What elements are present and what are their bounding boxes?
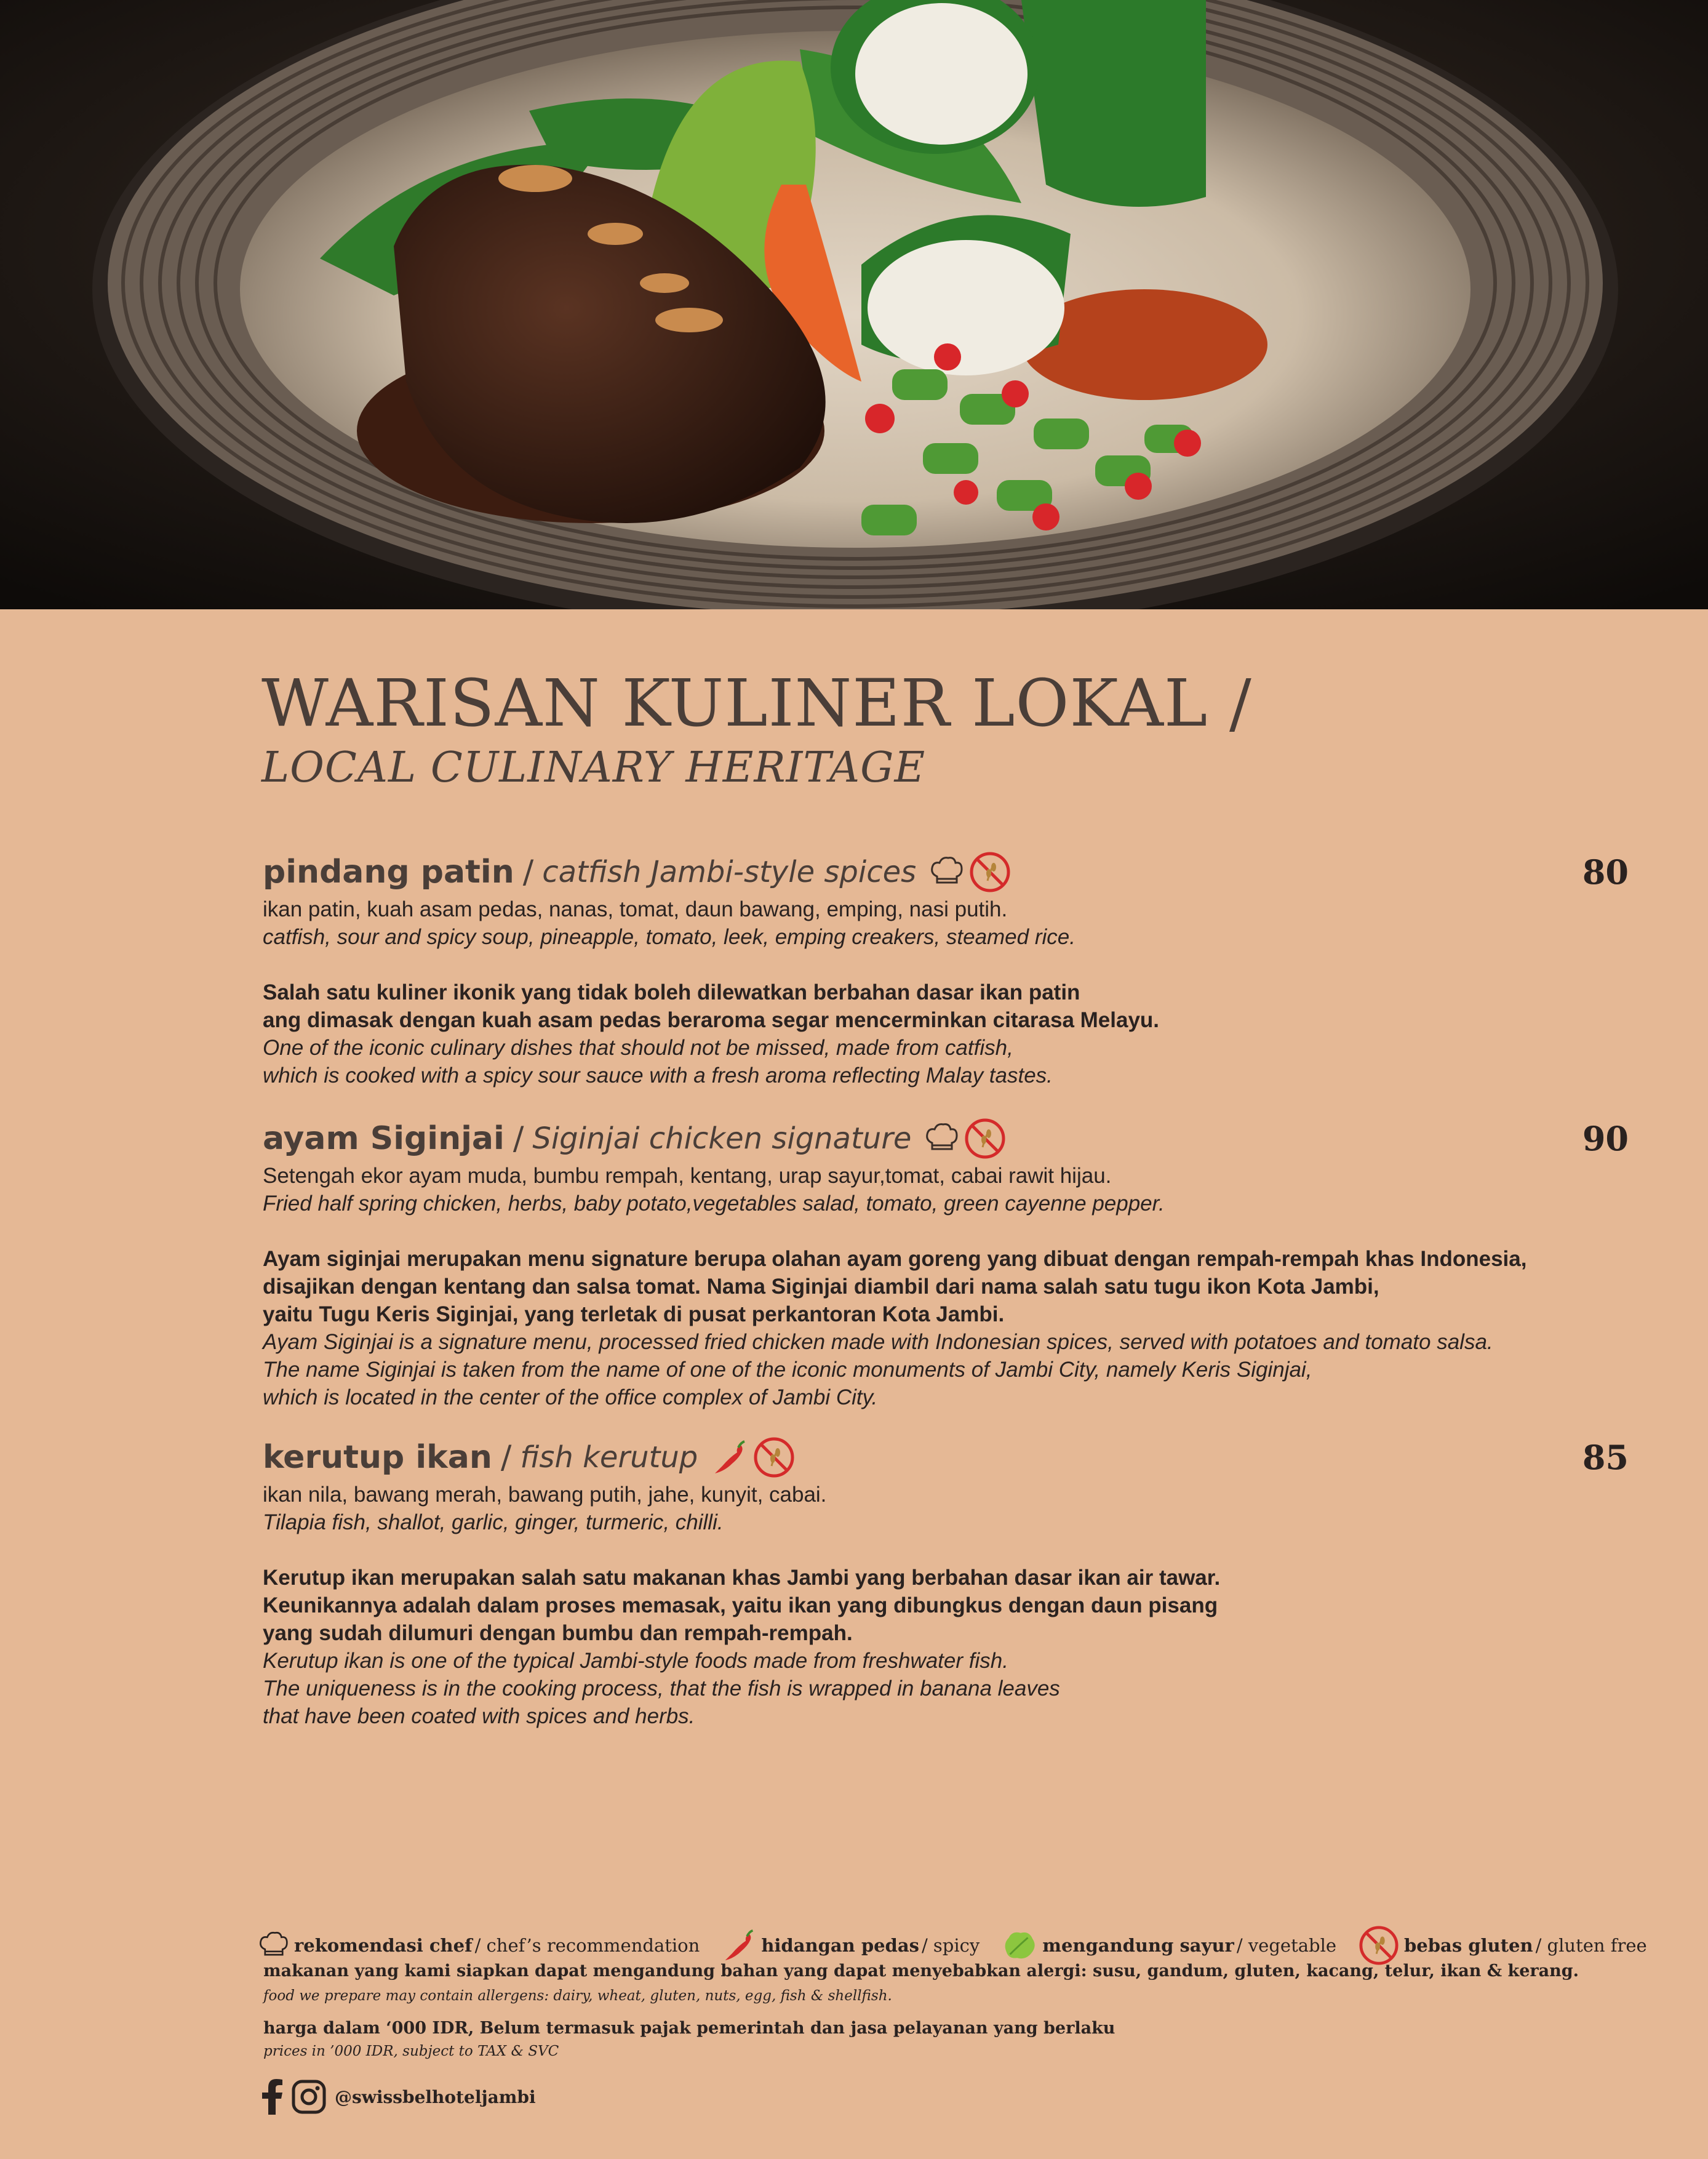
price-note-english: prices in ’000 IDR, subject to TAX & SVC — [263, 2043, 559, 2059]
gluten-free-icon — [753, 1436, 795, 1478]
legend-spicy — [722, 1928, 980, 1963]
chef-hat-icon — [925, 1122, 959, 1155]
instagram-icon[interactable] — [292, 2080, 326, 2114]
dish-name-english: catfish Jambi-style spices — [542, 855, 917, 889]
legend-label: mengandung sayur — [1042, 1935, 1234, 1956]
dish-price: 80 — [1582, 852, 1629, 892]
social-handle[interactable]: @swissbelhoteljambi — [335, 2086, 536, 2107]
description-indonesian: Ayam siginjai merupakan menu signature berupa olahan ayam goreng yang dibuat dengan rempah-rempah khas Indonesia, — [263, 1247, 1527, 1271]
dish-price: 90 — [1582, 1119, 1629, 1158]
menu-item-header — [263, 1434, 1629, 1481]
menu-item-header — [263, 1115, 1629, 1162]
legend-chef-recommendation — [258, 1931, 700, 1960]
dish-name: ayam Siginjai — [263, 1120, 505, 1157]
ingredients-indonesian: ikan nila, bawang merah, bawang putih, jahe, kunyit, cabai. — [263, 1483, 827, 1507]
dish-icons — [925, 1118, 1006, 1160]
gluten-free-icon — [969, 851, 1011, 893]
dish-name-english: Siginjai chicken signature — [532, 1121, 912, 1156]
legend-label-english: / spicy — [921, 1935, 980, 1956]
dish-name-english: fish kerutup — [520, 1440, 698, 1475]
menu-item-kerutup-ikan — [263, 1434, 1629, 1730]
gluten-free-icon — [1359, 1925, 1399, 1966]
description-indonesian: Salah satu kuliner ikonik yang tidak boleh dilewatkan berbahan dasar ikan patin — [263, 980, 1080, 1004]
allergen-note: makanan yang kami siapkan dapat mengandung bahan yang dapat menyebabkan alergi: susu, gandum, gluten, kacang, telur, ikan & kerang. — [263, 1961, 1579, 1981]
section-heading — [261, 665, 1615, 792]
price-note: harga dalam ‘000 IDR, Belum termasuk pajak pemerintah dan jasa pelayanan yang berlaku — [263, 2019, 1115, 2038]
description-indonesian: Keunikannya adalah dalam proses memasak, yaitu ikan yang dibungkus dengan daun pisang — [263, 1593, 1218, 1617]
description-english: The name Siginjai is taken from the name of one of the iconic monuments of Jambi City, namely Keris Siginjai, — [263, 1358, 1312, 1382]
description-english: which is cooked with a spicy sour sauce with a fresh aroma reflecting Malay tastes. — [263, 1063, 1053, 1088]
dish-price: 85 — [1582, 1438, 1629, 1477]
ingredients-indonesian: ikan patin, kuah asam pedas, nanas, tomat, daun bawang, emping, nasi putih. — [263, 897, 1008, 921]
description-english: Ayam Siginjai is a signature menu, processed fried chicken made with Indonesian spices, served with potatoes and tomato salsa. — [263, 1330, 1493, 1354]
description-indonesian: yang sudah dilumuri dengan bumbu dan rempah-rempah. — [263, 1621, 853, 1645]
vegetable-icon — [1002, 1928, 1037, 1963]
name-separator: / — [500, 1439, 512, 1476]
description-english: that have been coated with spices and herbs. — [263, 1704, 695, 1728]
menu-item-header — [263, 849, 1629, 895]
page-title: WARISAN KULINER LOKAL / — [261, 665, 1252, 741]
legend-label: bebas gluten — [1404, 1935, 1533, 1956]
description-indonesian: yaitu Tugu Keris Siginjai, yang terletak di pusat perkantoran Kota Jambi. — [263, 1302, 1005, 1326]
description-english: which is located in the center of the office complex of Jambi City. — [263, 1385, 878, 1409]
description-english: Kerutup ikan is one of the typical Jambi-style foods made from freshwater fish. — [263, 1649, 1008, 1673]
dish-name: pindang patin — [263, 854, 514, 891]
legend-label-english: / chef’s recommendation — [474, 1935, 700, 1956]
facebook-icon[interactable] — [261, 2079, 283, 2115]
legend-label-english: / gluten free — [1535, 1935, 1647, 1956]
dish-name: kerutup ikan — [263, 1439, 492, 1476]
description-indonesian: disajikan dengan kentang dan salsa tomat. Nama Siginjai diambil dari nama salah satu tugu ikon Kota Jambi, — [263, 1275, 1379, 1299]
chef-hat-icon — [930, 855, 964, 889]
chili-icon — [711, 1439, 748, 1476]
social-links — [261, 2079, 536, 2115]
ingredients-english: Tilapia fish, shallot, garlic, ginger, turmeric, chilli. — [263, 1510, 724, 1534]
allergen-note-english: food we prepare may contain allergens: dairy, wheat, gluten, nuts, egg, fish & shellfish. — [263, 1988, 892, 2004]
hero-dish-photo — [0, 0, 1708, 609]
page-subtitle: LOCAL CULINARY HERITAGE — [261, 743, 926, 792]
icon-legend — [258, 1925, 1669, 1966]
description-english: One of the iconic culinary dishes that should not be missed, made from catfish, — [263, 1036, 1013, 1060]
menu-item-ayam-siginjai — [263, 1115, 1629, 1411]
dish-icons — [711, 1436, 795, 1478]
legend-label: rekomendasi chef — [294, 1935, 473, 1956]
name-separator: / — [513, 1120, 524, 1157]
ingredients-english: Fried half spring chicken, herbs, baby potato,vegetables salad, tomato, green cayenne pepper. — [263, 1192, 1165, 1216]
legend-gluten-free — [1359, 1925, 1647, 1966]
legend-label: hidangan pedas — [761, 1935, 919, 1956]
ingredients-indonesian: Setengah ekor ayam muda, bumbu rempah, kentang, urap sayur,tomat, cabai rawit hijau. — [263, 1164, 1112, 1188]
legend-vegetable — [1002, 1928, 1336, 1963]
description-english: The uniqueness is in the cooking process, that the fish is wrapped in banana leaves — [263, 1676, 1060, 1700]
legend-label-english: / vegetable — [1236, 1935, 1337, 1956]
description-indonesian: Kerutup ikan merupakan salah satu makanan khas Jambi yang berbahan dasar ikan air tawar. — [263, 1566, 1221, 1590]
ingredients-english: catfish, sour and spicy soup, pineapple, tomato, leek, emping creakers, steamed rice. — [263, 925, 1075, 949]
menu-item-pindang-patin — [263, 849, 1629, 1089]
chef-hat-icon — [258, 1931, 289, 1960]
description-indonesian: ang dimasak dengan kuah asam pedas beraroma segar mencerminkan citarasa Melayu. — [263, 1008, 1160, 1032]
gluten-free-icon — [964, 1118, 1006, 1160]
dish-icons — [930, 851, 1011, 893]
chili-icon — [722, 1928, 756, 1963]
name-separator: / — [522, 854, 534, 891]
